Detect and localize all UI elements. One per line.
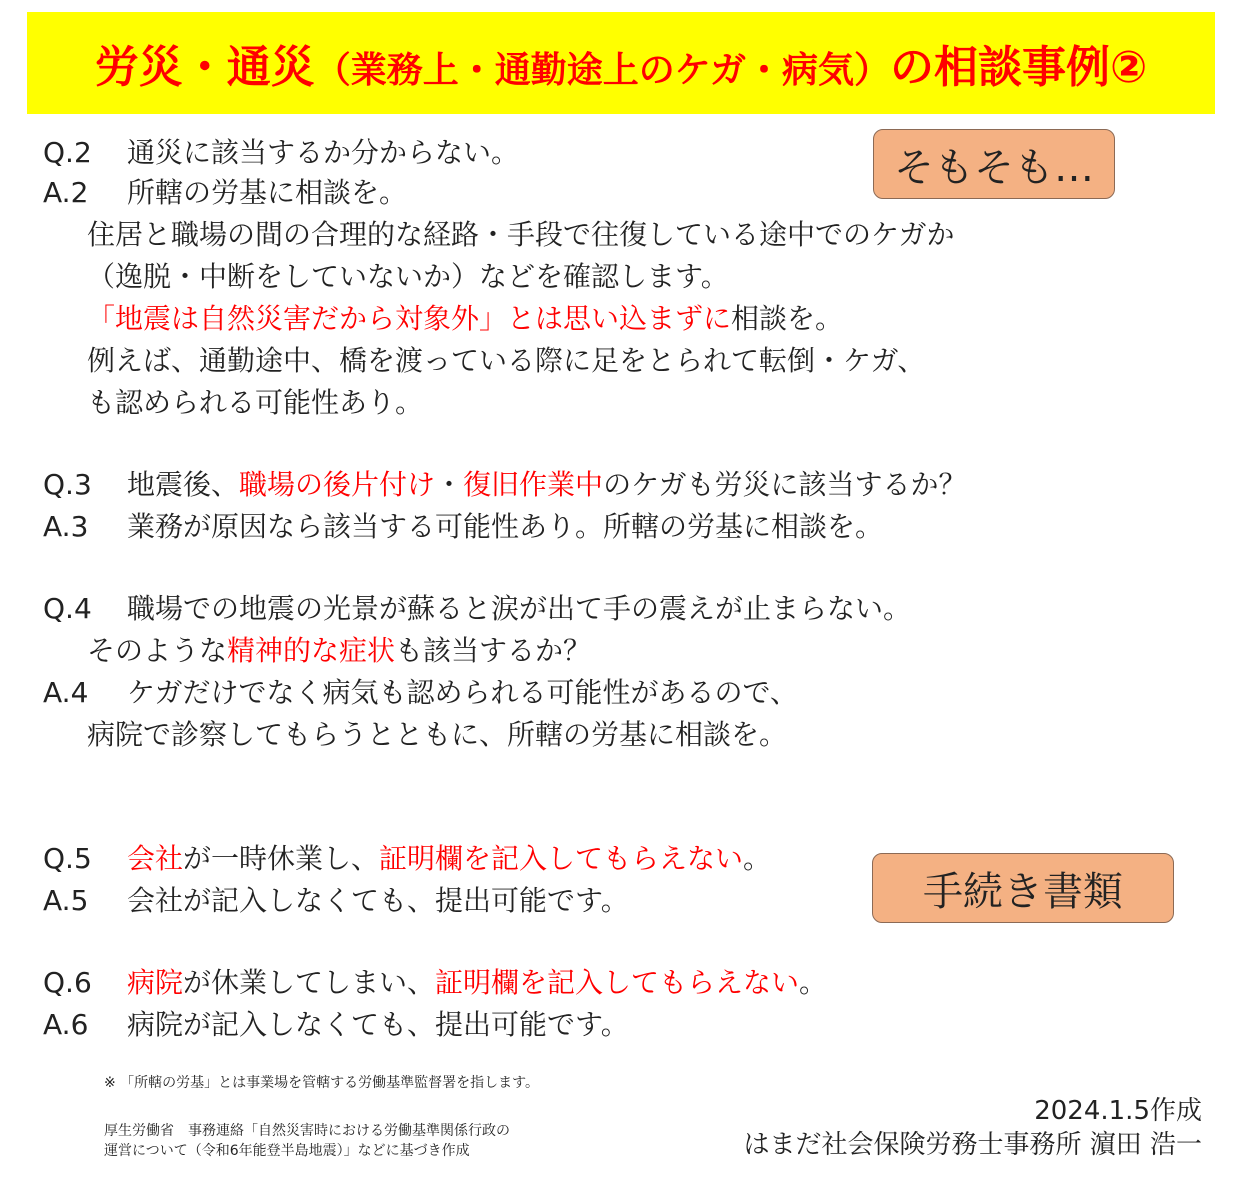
answer-text: 所轄の労基に相談を。	[127, 176, 408, 209]
highlight-text: 証明欄を記入してもらえない	[435, 966, 800, 999]
highlight-text: 病院	[127, 966, 184, 999]
question-text: も該当するか？	[395, 634, 592, 667]
highlight-text: 証明欄を記入してもらえない	[379, 842, 744, 875]
title-part-2: （業務上・通勤途上のケガ・病気）	[314, 50, 890, 91]
highlight-text: 「地震は自然災害だから対象外」とは思い込まずに	[87, 302, 732, 335]
question-5	[43, 839, 771, 879]
highlight-text: 精神的な症状	[227, 634, 396, 667]
question-4	[43, 589, 911, 629]
answer-code: A.2	[43, 176, 89, 209]
question-text: のケガも労災に該当するか？	[603, 468, 967, 501]
question-code: Q.4	[43, 592, 92, 625]
question-code: Q.6	[43, 966, 92, 999]
author-credit: はまだ社会保険労務士事務所 濵田 浩一	[743, 1130, 1202, 1160]
question-3	[43, 465, 967, 505]
answer-text: 会社が記入しなくても、提出可能です。	[127, 884, 629, 917]
answer-4-line-2: 病院で診察してもらうとともに、所轄の労基に相談を。	[87, 718, 788, 751]
question-text: が一時休業し、	[183, 842, 380, 875]
title-banner	[27, 12, 1215, 114]
title-part-3: の相談事例②	[890, 42, 1148, 93]
answer-4	[43, 673, 798, 713]
answer-5	[43, 881, 629, 921]
answer-code: A.5	[43, 884, 89, 917]
answer-code: A.4	[43, 676, 89, 709]
answer-text: 業務が原因なら該当する可能性あり。所轄の労基に相談を。	[127, 510, 884, 543]
question-text: 職場での地震の光景が蘇ると涙が出て手の震えが止まらない。	[127, 592, 912, 625]
question-text: 。	[743, 842, 772, 875]
creation-date: 2024.1.5作成	[1034, 1096, 1202, 1126]
question-code: Q.3	[43, 468, 92, 501]
question-text: が休業してしまい、	[183, 966, 436, 999]
footnote: ※ 「所轄の労基」とは事業場を管轄する労働基準監督署を指します。	[104, 1075, 540, 1091]
highlight-text: 会社	[127, 842, 184, 875]
page-title	[95, 31, 1148, 95]
title-part-1: 労災・通災	[94, 42, 315, 93]
question-text: 。	[799, 966, 828, 999]
answer-3	[43, 507, 883, 547]
question-code: Q.5	[43, 842, 92, 875]
answer-code: A.3	[43, 510, 89, 543]
answer-6	[43, 1005, 629, 1045]
answer-2-line-3	[87, 299, 843, 339]
answer-2-line-1: 住居と職場の間の合理的な経路・手段で往復している途中でのケガか	[87, 218, 955, 251]
question-text: 通災に該当するか分からない。	[127, 136, 520, 169]
question-text: そのような	[87, 634, 228, 667]
tag-basics: そもそも…	[873, 129, 1115, 199]
answer-text: ケガだけでなく病気も認められる可能性があるので、	[127, 676, 798, 709]
answer-text: 相談を。	[731, 302, 844, 335]
question-text: ・	[435, 468, 464, 501]
source-note-line-1: 厚生労働省 事務連絡「自然災害時における労働基準関係行政の	[104, 1123, 510, 1139]
answer-2	[43, 173, 407, 213]
answer-code: A.6	[43, 1008, 89, 1041]
tag-documents: 手続き書類	[872, 853, 1174, 923]
answer-2-line-2: （逸脱・中断をしていないか）などを確認します。	[87, 260, 729, 293]
question-text: 地震後、	[127, 468, 240, 501]
question-6	[43, 963, 827, 1003]
answer-text: 病院が記入しなくても、提出可能です。	[127, 1008, 629, 1041]
answer-2-line-5: も認められる可能性あり。	[87, 386, 424, 419]
highlight-text: 職場の後片付け	[239, 468, 436, 501]
question-2	[43, 133, 519, 173]
answer-2-line-4: 例えば、通勤途中、橋を渡っている際に足をとられて転倒・ケガ、	[87, 344, 926, 377]
question-4-line-2	[87, 631, 591, 671]
source-note-line-2: 運営について（令和6年能登半島地震）」などに基づき作成	[104, 1143, 470, 1159]
highlight-text: 復旧作業中	[463, 468, 604, 501]
question-code: Q.2	[43, 136, 92, 169]
